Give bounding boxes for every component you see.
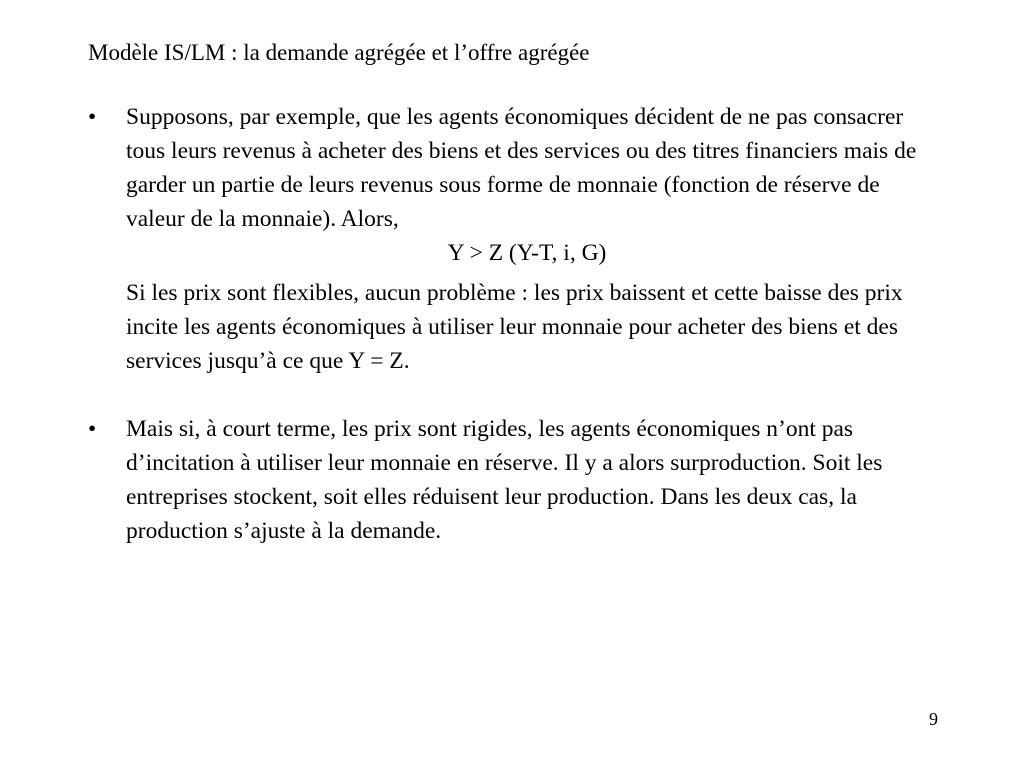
bullet-marker: • [88,416,97,442]
page-number: 9 [929,709,938,729]
formula: Y > Z (Y-T, i, G) [447,240,607,266]
slide-title: Modèle IS/LM : la demande agrégée et l’offre agrégée [88,40,590,65]
bullet-2-text: Mais si, à court terme, les prix sont rigides, les agents économiques n’ont pas d’incitation à utiliser leur monnaie en réserve. Il y a alors surproduction. Soit les entreprises stockent, soit elles réduisent leur production. Dans les deux cas, la production s’ajuste à la demande. [126,416,883,544]
bullet-1-continuation: Si les prix sont flexibles, aucun problème : les prix baissent et cette baisse des prix incite les agents économiques à utiliser leur monnaie pour acheter des biens et des services jusqu’à ce que Y = Z. [126,280,903,374]
bullet-marker: • [88,104,97,130]
bullet-1-text: Supposons, par exemple, que les agents économiques décident de ne pas consacrer tous leurs revenus à acheter des biens et des services ou des titres financiers mais de garder un partie de leurs revenus sous forme de monnaie (fonction de réserve de valeur de la monnaie). Alors, [126,104,917,232]
bullet-item-1 [88,100,938,378]
bullet-item-2 [88,412,938,548]
bullet-list [88,100,938,548]
